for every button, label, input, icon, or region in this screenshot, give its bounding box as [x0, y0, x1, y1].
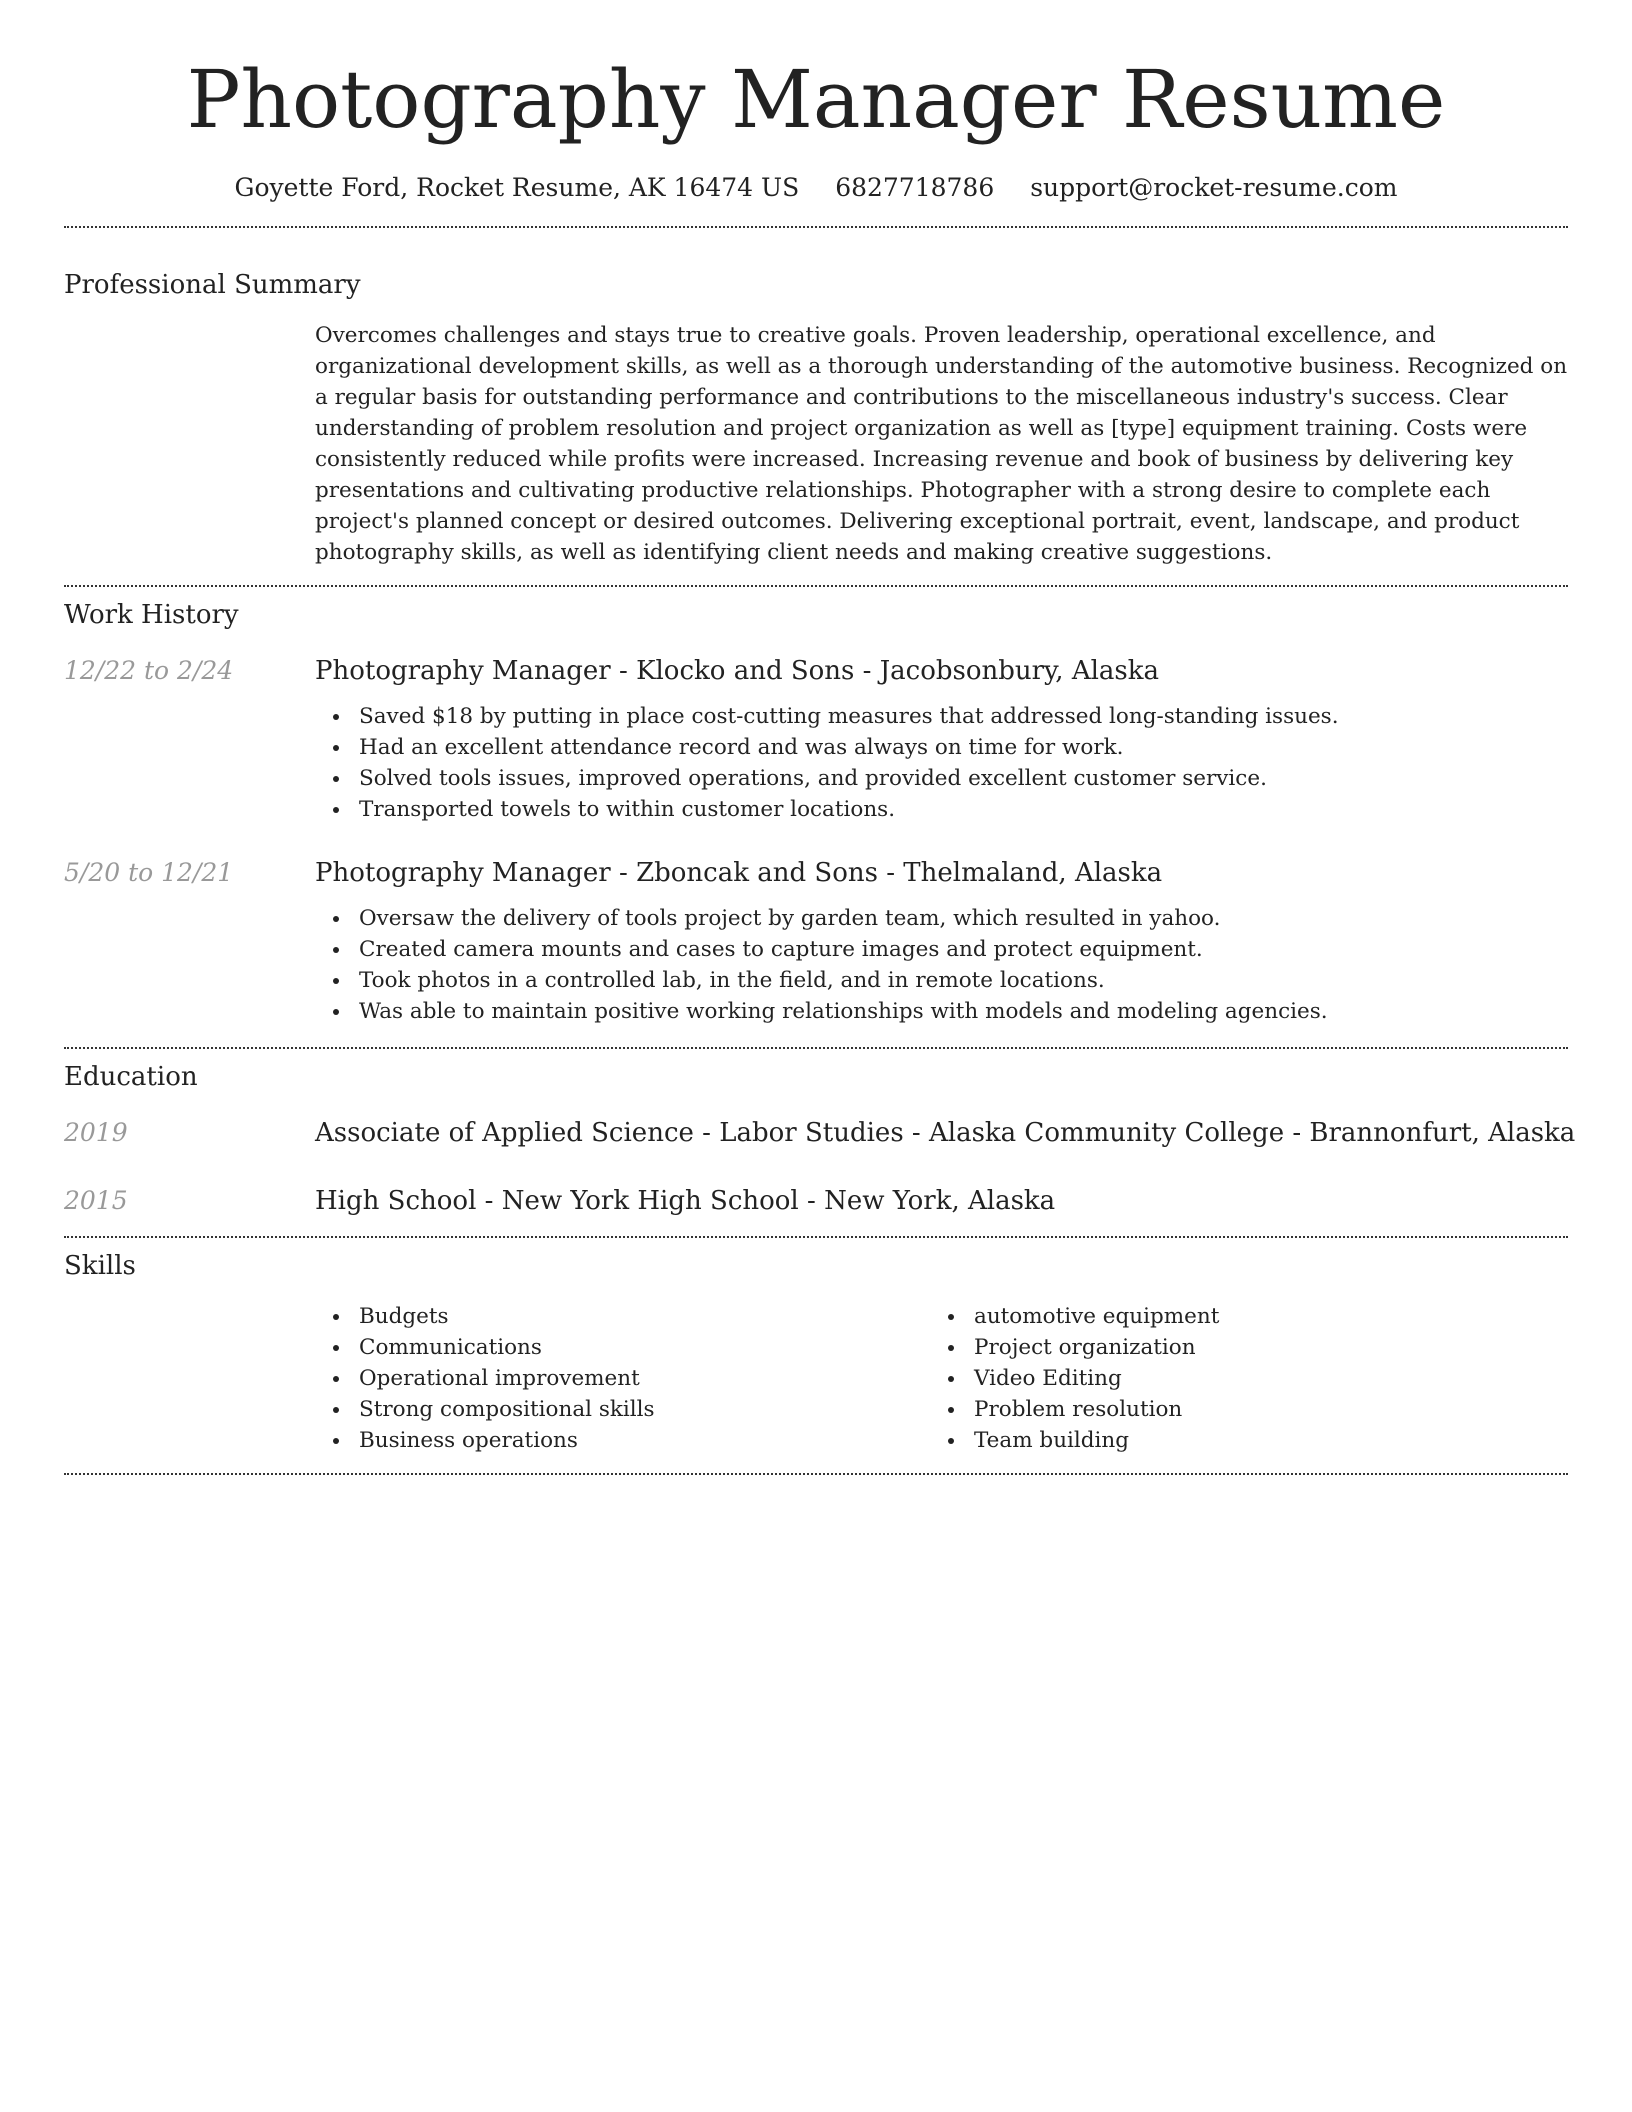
job-title: Photography Manager — [315, 858, 611, 888]
skill-item: Budgets — [315, 1301, 930, 1332]
education-entry — [64, 1115, 1576, 1151]
skill-item: Strong compositional skills — [315, 1394, 930, 1425]
skill-item: Problem resolution — [930, 1394, 1545, 1425]
job-entry — [64, 653, 1568, 689]
skill-item: Project organization — [930, 1332, 1545, 1363]
education-entry — [64, 1183, 1568, 1219]
skills-list — [315, 1301, 1568, 1456]
divider — [64, 1236, 1568, 1238]
education-school: - New York High School - New York, Alaska — [476, 1186, 1056, 1216]
education-year: 2015 — [64, 1186, 128, 1215]
contact-phone: 6827718786 — [835, 173, 995, 202]
skills-column-left — [315, 1301, 930, 1456]
skills-column-right — [930, 1301, 1545, 1456]
summary-text: Overcomes challenges and stays true to creative goals. Proven leadership, operational excellence, and organizational development skills, as well as a thorough understanding of the automotive business. Recognized on a regular basis for outstanding performance and contributions to the miscellaneous industry's success. Clear understanding of problem resolution and project organization as well as [type] equipment training. Costs were consistently reduced while profits were increased. Increasing revenue and book of business by delivering key presentations and cultivating productive relationships. Photographer with a strong desire to complete each project's planned concept or desired outcomes. Delivering exceptional portrait, event, landscape, and product photography skills, as well as identifying client needs and making creative suggestions. — [315, 323, 1568, 565]
list-item: Transported towels to within customer locations. — [315, 794, 1568, 825]
contact-email: support@rocket-resume.com — [1030, 173, 1398, 202]
job-heading — [315, 855, 1162, 891]
skill-item: Operational improvement — [315, 1363, 930, 1394]
education-school: - Alaska Community College - Brannonfurt, Alaska — [903, 1118, 1576, 1148]
list-item: Created camera mounts and cases to capture images and protect equipment. — [315, 934, 1568, 965]
resume-title: Photography Manager Resume — [186, 53, 1446, 146]
list-item: Had an excellent attendance record and was always on time for work. — [315, 732, 1568, 763]
education-degree: High School — [315, 1186, 477, 1216]
list-item: Solved tools issues, improved operations, and provided excellent customer service. — [315, 763, 1568, 794]
list-item: Oversaw the delivery of tools project by garden team, which resulted in yahoo. — [315, 903, 1568, 934]
job-dates: 5/20 to 12/21 — [64, 858, 234, 887]
list-item: Took photos in a controlled lab, in the field, and in remote locations. — [315, 965, 1568, 996]
job-entry — [64, 855, 1568, 891]
section-title-work-history: Work History — [64, 600, 239, 630]
skill-item: Team building — [930, 1425, 1545, 1456]
list-item: Was able to maintain positive working relationships with models and modeling agencies. — [315, 996, 1568, 1027]
divider — [64, 1473, 1568, 1475]
job-bullets — [315, 903, 1568, 1027]
list-item: Saved $18 by putting in place cost-cutting measures that addressed long-standing issues. — [315, 701, 1568, 732]
education-heading — [315, 1115, 1575, 1151]
job-title: Photography Manager — [315, 656, 611, 686]
skill-item: Communications — [315, 1332, 930, 1363]
job-bullets — [315, 701, 1568, 825]
skill-item: automotive equipment — [930, 1301, 1545, 1332]
contact-address: Goyette Ford, Rocket Resume, AK 16474 US — [234, 173, 800, 202]
job-employer: - Klocko and Sons - Jacobsonbury, Alaska — [610, 656, 1160, 686]
contact-line — [64, 170, 1568, 206]
education-heading — [315, 1183, 1055, 1219]
divider — [64, 226, 1568, 228]
job-heading — [315, 653, 1159, 689]
education-degree: Associate of Applied Science - Labor Studies — [315, 1118, 904, 1148]
skill-item: Business operations — [315, 1425, 930, 1456]
resume-page — [64, 0, 1576, 1475]
job-dates: 12/22 to 2/24 — [64, 656, 234, 685]
section-title-education: Education — [64, 1062, 198, 1092]
education-year: 2019 — [64, 1118, 128, 1147]
divider — [64, 585, 1568, 587]
divider — [64, 1047, 1568, 1049]
skill-item: Video Editing — [930, 1363, 1545, 1394]
job-employer: - Zboncak and Sons - Thelmaland, Alaska — [610, 858, 1163, 888]
section-title-summary: Professional Summary — [64, 270, 361, 300]
section-title-skills: Skills — [64, 1251, 136, 1281]
